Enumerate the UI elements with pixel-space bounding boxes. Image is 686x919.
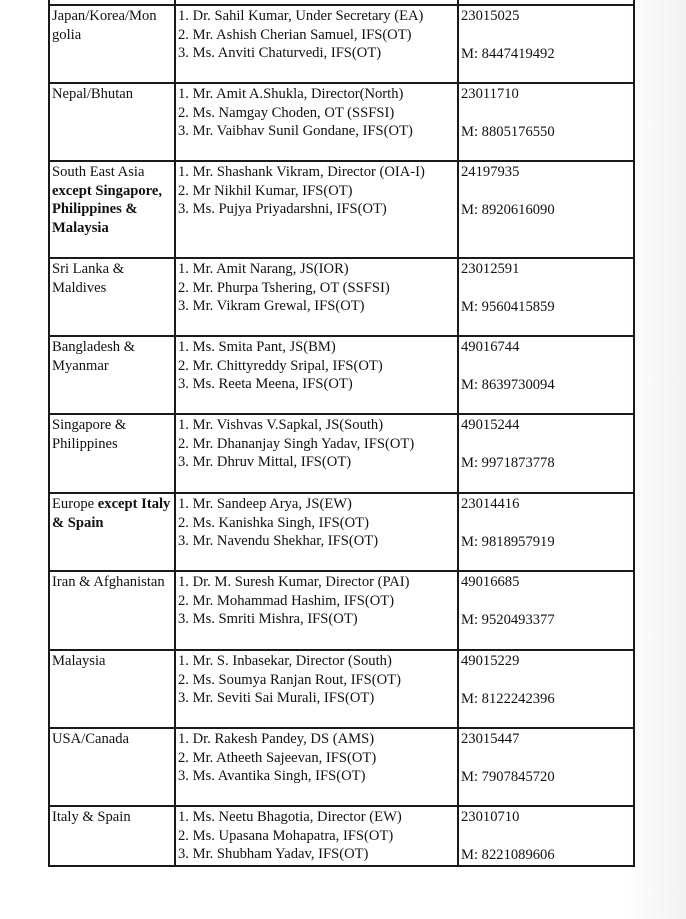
- region-cell: [49, 83, 175, 161]
- officer-line: 2. Mr. Chittyreddy Sripal, IFS(OT): [178, 357, 383, 374]
- officer-line: 2. Ms. Upasana Mohapatra, IFS(OT): [178, 827, 394, 844]
- officer-line: 3. Ms. Smriti Mishra, IFS(OT): [178, 611, 358, 627]
- officer-line: 3. Ms. Pujya Priyadarshni, IFS(OT): [178, 201, 387, 217]
- mobile-number: M: 8447419492: [461, 45, 555, 62]
- contact-cell: [458, 728, 634, 806]
- officers-cell: [175, 728, 458, 806]
- phone-number: 23014416: [461, 496, 520, 512]
- officers-cell: [175, 336, 458, 414]
- phone-number: 24197935: [461, 164, 520, 180]
- officer-line: 1. Dr. Rakesh Pandey, DS (AMS): [178, 731, 375, 747]
- contact-cell: [458, 414, 634, 493]
- mobile-number: M: 9560415859: [461, 298, 555, 315]
- officers-cell: [175, 258, 458, 336]
- officer-line: 1. Mr. Amit A.Shukla, Director(North): [178, 86, 404, 102]
- officer-line: 1. Mr. Vishvas V.Sapkal, JS(South): [178, 417, 384, 433]
- table-row: [49, 650, 634, 728]
- officer-line: 3. Mr. Navendu Shekhar, IFS(OT): [178, 533, 379, 549]
- officers-cell: [175, 5, 458, 83]
- page-edge-shadow: [626, 0, 686, 919]
- phone-number: 49015244: [461, 417, 520, 433]
- contact-cell: [458, 5, 634, 83]
- phone-number: 23015025: [461, 8, 520, 24]
- region-cell: [49, 5, 175, 83]
- officer-line: 1. Ms. Smita Pant, JS(BM): [178, 339, 336, 355]
- region-cell: [49, 258, 175, 336]
- mobile-number: M: 8920616090: [461, 201, 555, 218]
- officer-line: 2. Mr Nikhil Kumar, IFS(OT): [178, 182, 353, 199]
- phone-number: 49015229: [461, 653, 520, 669]
- phone-number: 23011710: [461, 86, 519, 102]
- region-text: Malaysia: [52, 653, 106, 669]
- phone-number: 23010710: [461, 809, 520, 825]
- mobile-number: M: 9818957919: [461, 533, 555, 550]
- officer-line: 1. Ms. Neetu Bhagotia, Director (EW): [178, 809, 402, 825]
- mobile-number: M: 8221089606: [461, 846, 555, 863]
- phone-number: 23012591: [461, 261, 520, 277]
- officer-line: 1. Mr. Sandeep Arya, JS(EW): [178, 496, 352, 512]
- officers-cell: [175, 493, 458, 571]
- phone-number: 23015447: [461, 731, 520, 747]
- region-cell: [49, 650, 175, 728]
- officer-line: 2. Mr. Phurpa Tshering, OT (SSFSI): [178, 279, 390, 296]
- officer-line: 3. Ms. Reeta Meena, IFS(OT): [178, 376, 353, 392]
- officer-line: 3. Ms. Avantika Singh, IFS(OT): [178, 768, 366, 784]
- officer-line: 1. Dr. M. Suresh Kumar, Director (PAI): [178, 574, 410, 590]
- table-row: [49, 806, 634, 866]
- officer-line: 3. Mr. Shubham Yadav, IFS(OT): [178, 846, 369, 862]
- officer-line: 1. Mr. Shashank Vikram, Director (OIA-I): [178, 164, 425, 180]
- mobile-number: M: 9520493377: [461, 611, 555, 628]
- mobile-number: M: 8805176550: [461, 123, 555, 140]
- phone-number: 49016685: [461, 574, 520, 590]
- contact-cell: [458, 806, 634, 866]
- contacts-table-body: [49, 0, 634, 866]
- contact-cell: [458, 258, 634, 336]
- region-cell: [49, 336, 175, 414]
- officer-line: 1. Mr. Amit Narang, JS(IOR): [178, 261, 349, 277]
- officer-line: 3. Mr. Seviti Sai Murali, IFS(OT): [178, 690, 375, 706]
- region-text: Singapore & Philippines: [52, 417, 127, 452]
- officer-line: 3. Mr. Vaibhav Sunil Gondane, IFS(OT): [178, 123, 413, 139]
- mobile-number: M: 7907845720: [461, 768, 555, 785]
- table-row: [49, 414, 634, 493]
- officers-cell: [175, 414, 458, 493]
- region-text: Japan/Korea/Mon golia: [52, 8, 157, 43]
- region-bold-text: except Singapore, Philippines & Malaysia: [52, 182, 162, 236]
- officers-cell: [175, 83, 458, 161]
- mobile-number: M: 9971873778: [461, 454, 555, 471]
- table-row: [49, 336, 634, 414]
- phone-number: 49016744: [461, 339, 520, 355]
- table-row: [49, 161, 634, 258]
- officer-line: 2. Mr. Atheeth Sajeevan, IFS(OT): [178, 749, 377, 766]
- contact-cell: [458, 83, 634, 161]
- officer-line: 2. Ms. Soumya Ranjan Rout, IFS(OT): [178, 671, 401, 688]
- officer-line: 2. Mr. Dhananjay Singh Yadav, IFS(OT): [178, 435, 415, 452]
- table-row: [49, 83, 634, 161]
- table-row: [49, 571, 634, 650]
- region-bold-text: except Italy & Spain: [52, 496, 171, 531]
- mobile-number: M: 8639730094: [461, 376, 555, 393]
- region-cell: [49, 728, 175, 806]
- table-row: [49, 5, 634, 83]
- contacts-table: [48, 0, 635, 867]
- officers-cell: [175, 650, 458, 728]
- officer-line: 2. Ms. Namgay Choden, OT (SSFSI): [178, 104, 395, 121]
- region-text: Europe: [52, 496, 98, 512]
- region-text: USA/Canada: [52, 731, 130, 747]
- region-cell: [49, 806, 175, 866]
- officer-line: 3. Mr. Dhruv Mittal, IFS(OT): [178, 454, 352, 470]
- region-text: Nepal/Bhutan: [52, 86, 134, 102]
- officer-line: 2. Ms. Kanishka Singh, IFS(OT): [178, 514, 369, 531]
- region-text: Bangladesh & Myanmar: [52, 339, 136, 374]
- region-cell: [49, 571, 175, 650]
- region-text: Italy & Spain: [52, 809, 131, 825]
- officer-line: 1. Dr. Sahil Kumar, Under Secretary (EA): [178, 8, 424, 24]
- officer-line: 3. Mr. Vikram Grewal, IFS(OT): [178, 298, 365, 314]
- officers-cell: [175, 161, 458, 258]
- contact-cell: [458, 161, 634, 258]
- region-text: Iran & Afghanistan: [52, 574, 165, 590]
- table-row: [49, 493, 634, 571]
- region-cell: [49, 161, 175, 258]
- region-cell: [49, 414, 175, 493]
- mobile-number: M: 8122242396: [461, 690, 555, 707]
- officers-cell: [175, 571, 458, 650]
- contact-cell: [458, 336, 634, 414]
- officer-line: 2. Mr. Mohammad Hashim, IFS(OT): [178, 592, 395, 609]
- region-text: South East Asia: [52, 164, 145, 180]
- contact-cell: [458, 650, 634, 728]
- table-row: [49, 728, 634, 806]
- table-row: [49, 258, 634, 336]
- contact-cell: [458, 571, 634, 650]
- contact-cell: [458, 493, 634, 571]
- region-text: Sri Lanka & Maldives: [52, 261, 125, 296]
- officer-line: 3. Ms. Anviti Chaturvedi, IFS(OT): [178, 45, 382, 61]
- officer-line: 1. Mr. S. Inbasekar, Director (South): [178, 653, 392, 669]
- officers-cell: [175, 806, 458, 866]
- region-cell: [49, 493, 175, 571]
- officer-line: 2. Mr. Ashish Cherian Samuel, IFS(OT): [178, 26, 412, 43]
